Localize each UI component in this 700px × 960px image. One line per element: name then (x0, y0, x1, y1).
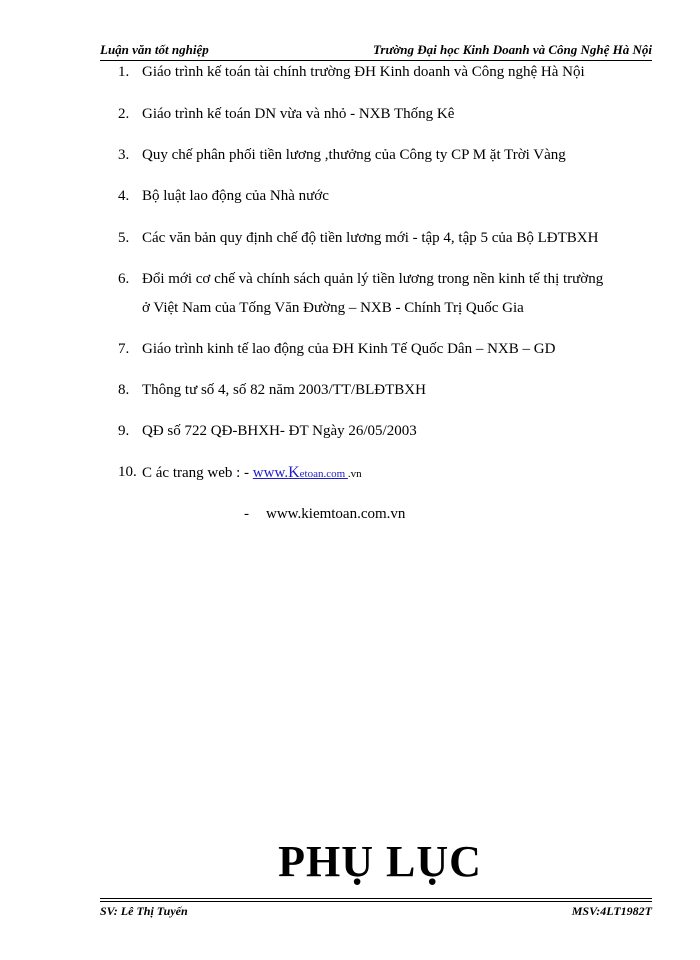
footer-student-id: MSV:4LT1982T (571, 904, 652, 918)
reference-number: 8. (118, 382, 130, 398)
header-thesis-label: Luận văn tốt nghiệp (100, 42, 209, 57)
reference-number: 6. (118, 271, 130, 287)
reference-number: 4. (118, 188, 130, 204)
kiemtoan-website-text: www.kiemtoan.com.vn (266, 506, 406, 522)
reference-number: 5. (118, 230, 130, 246)
reference-number: 7. (118, 341, 130, 357)
link-k: K (288, 464, 300, 481)
reference-number: 10. (118, 464, 137, 480)
footer-student-name: SV: Lê Thị Tuyến (100, 904, 188, 918)
reference-text: C ác trang web : - (142, 465, 253, 481)
reference-text: Đổi mới cơ chế và chính sách quản lý tiền lương trong nền kinh tế thị trường (142, 271, 604, 287)
link-rest: etoan.com (299, 468, 348, 480)
page-header (100, 42, 652, 61)
reference-text: Bộ luật lao động của Nhà nước (142, 188, 329, 204)
reference-text-continued: ở Việt Nam của Tống Văn Đường – NXB - Chính Trị Quốc Gia (142, 300, 524, 316)
reference-text: Thông tư số 4, số 82 năm 2003/TT/BLĐTBXH (142, 382, 426, 398)
link-vn-suffix: .vn (347, 468, 362, 480)
appendix-title: PHỤ LỤC (278, 837, 482, 886)
reference-text: Giáo trình kinh tế lao động của ĐH Kinh Tế Quốc Dân – NXB – GD (142, 341, 556, 357)
reference-number: 9. (118, 423, 130, 439)
reference-text: Giáo trình kế toán DN vừa và nhỏ - NXB Thống Kê (142, 106, 455, 122)
reference-number: 1. (118, 64, 130, 80)
reference-number: 3. (118, 147, 130, 163)
reference-text: Giáo trình kế toán tài chính trường ĐH Kinh doanh và Công nghệ Hà Nội (142, 64, 585, 80)
list-dash: - (244, 506, 249, 522)
reference-number: 2. (118, 106, 130, 122)
reference-text: QĐ số 722 QĐ-BHXH- ĐT Ngày 26/05/2003 (142, 423, 417, 439)
reference-text: Quy chế phân phối tiền lương ,thưởng của Công ty CP M ặt Trời Vàng (142, 147, 566, 163)
header-university-name: Trường Đại học Kinh Doanh và Công Nghệ Hà Nội (372, 42, 652, 57)
ketoan-website-link[interactable] (253, 465, 348, 481)
reference-text: Các văn bản quy định chế độ tiền lương mới - tập 4, tập 5 của Bộ LĐTBXH (142, 230, 599, 246)
footer-divider (100, 901, 652, 902)
footer-divider (100, 898, 652, 899)
link-www: www. (252, 465, 289, 481)
